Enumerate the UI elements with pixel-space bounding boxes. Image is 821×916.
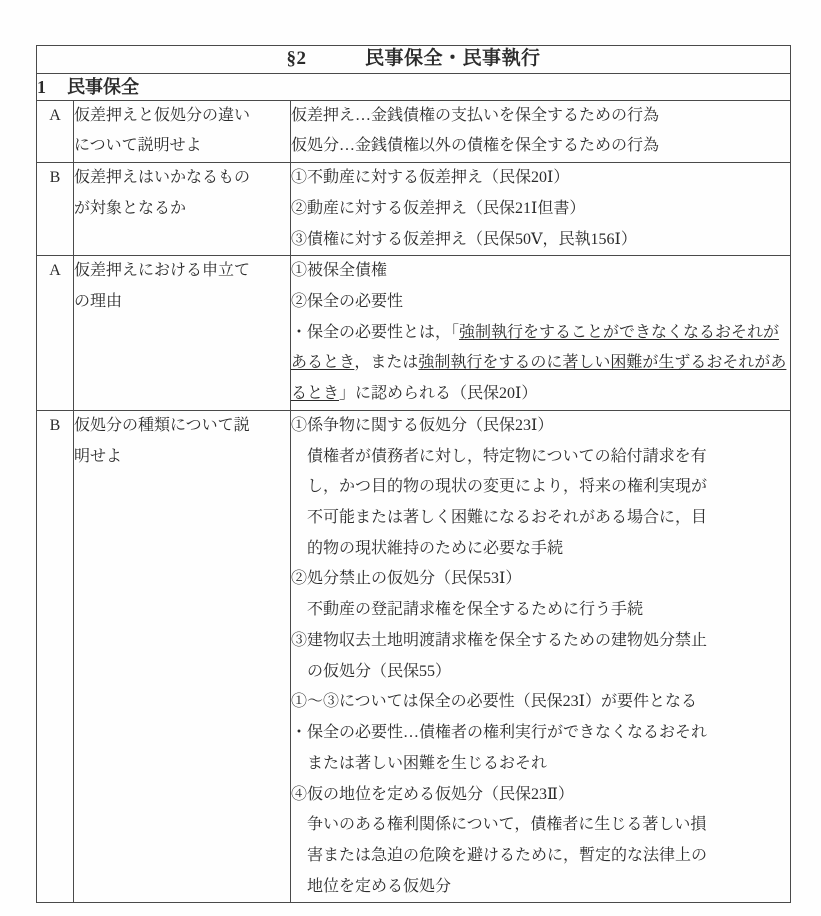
answer-line: 害または急迫の危険を避けるために，暫定的な法律上の [291,846,708,864]
rank-badge: B [37,410,74,903]
answer-line: 仮処分…金銭債権以外の債権を保全するための行為 [291,137,660,155]
rich-underline-2: 強制執行をするのに著しい困難が生ずるおそれがあるとき [291,354,787,403]
rank-badge: A [37,256,74,411]
subsection-title: 民事保全 [67,76,139,97]
answer-line: ③建物収去土地明渡請求権を保全するための建物処分禁止 [291,631,708,649]
answer-line: 債権者が債務者に対し，特定物についての給付請求を有 [291,447,707,465]
cell-spacer [74,318,290,382]
table-row [37,256,791,411]
question-line: が対象となるか [74,199,187,217]
answer-line: ①被保全債権 [291,262,388,280]
answer-line: 地位を定める仮処分 [291,877,452,895]
rank-badge: A [37,100,74,162]
question-cell [74,256,291,411]
answer-line: の仮処分（民保55） [291,662,452,680]
answer-line: ②処分禁止の仮処分（民保53Ⅰ） [291,570,522,588]
answer-line: または著しい困難を生じるおそれ [291,754,548,772]
answer-cell [291,410,791,903]
answer-line: 的物の現状維持のために必要な手続 [291,539,564,557]
answer-cell [291,100,791,162]
answer-line: ③債権に対する仮差押え（民保50Ⅴ，民執156Ⅰ） [291,230,637,248]
subsection-cell [37,73,791,100]
question-line: 明せよ [74,447,123,465]
question-cell [74,410,291,903]
table-row [37,163,791,256]
subsection-number: 1 [37,76,46,97]
table-header-row [37,46,791,74]
answer-line: ④仮の地位を定める仮処分（民保23Ⅱ） [291,785,574,803]
rich-suffix: 」に認められる（民保20Ⅰ） [339,385,538,403]
table-row [37,410,791,903]
question-line: について説明せよ [74,137,202,155]
question-line: 仮処分の種類について説 [74,416,250,434]
answer-line: ①係争物に関する仮処分（民保23Ⅰ） [291,416,554,434]
question-cell [74,163,291,256]
answer-line: し，かつ目的物の現状の変更により，将来の権利実現が [291,478,708,496]
answer-line: 不動産の登記請求権を保全するために行う手続 [291,601,644,619]
knowledge-table-wrapper [36,45,790,903]
question-line: 仮差押えと仮処分の違い [74,106,251,124]
answer-rich-line [291,318,790,410]
answer-line: ①不動産に対する仮差押え（民保20Ⅰ） [291,169,570,187]
question-cell [74,100,291,162]
answer-line: ②保全の必要性 [291,293,404,310]
section-header-title: §2 民事保全・民事執行 [37,46,791,74]
table-row [37,100,791,162]
rich-middle: ，または [354,354,419,372]
subsection-row [37,73,791,100]
question-line: 仮差押えにおける申立て [74,262,251,280]
answer-line: 不可能または著しく困難になるおそれがある場合に，目 [291,509,708,527]
question-line: 仮差押えはいかなるもの [74,169,251,187]
answer-line: 仮差押え…金銭債権の支払いを保全するための行為 [291,106,660,124]
rank-badge: B [37,163,74,256]
knowledge-table [36,45,791,903]
answer-cell [291,163,791,256]
answer-line: ・保全の必要性…債権者の権利実行ができなくなるおそれ [291,724,708,742]
rich-prefix: ・保全の必要性とは，「 [291,323,460,341]
rich-underline-1: 強制執行をすることができなくなるおそれがあるとき [291,323,780,372]
answer-line: 争いのある権利関係について，債権者に生じる著しい損 [291,816,707,834]
answer-line: ①〜③については保全の必要性（民保23Ⅰ）が要件となる [291,693,698,711]
answer-cell [291,256,791,411]
answer-line: ②動産に対する仮差押え（民保21Ⅰ但書） [291,199,586,217]
question-line: の理由 [74,293,123,310]
